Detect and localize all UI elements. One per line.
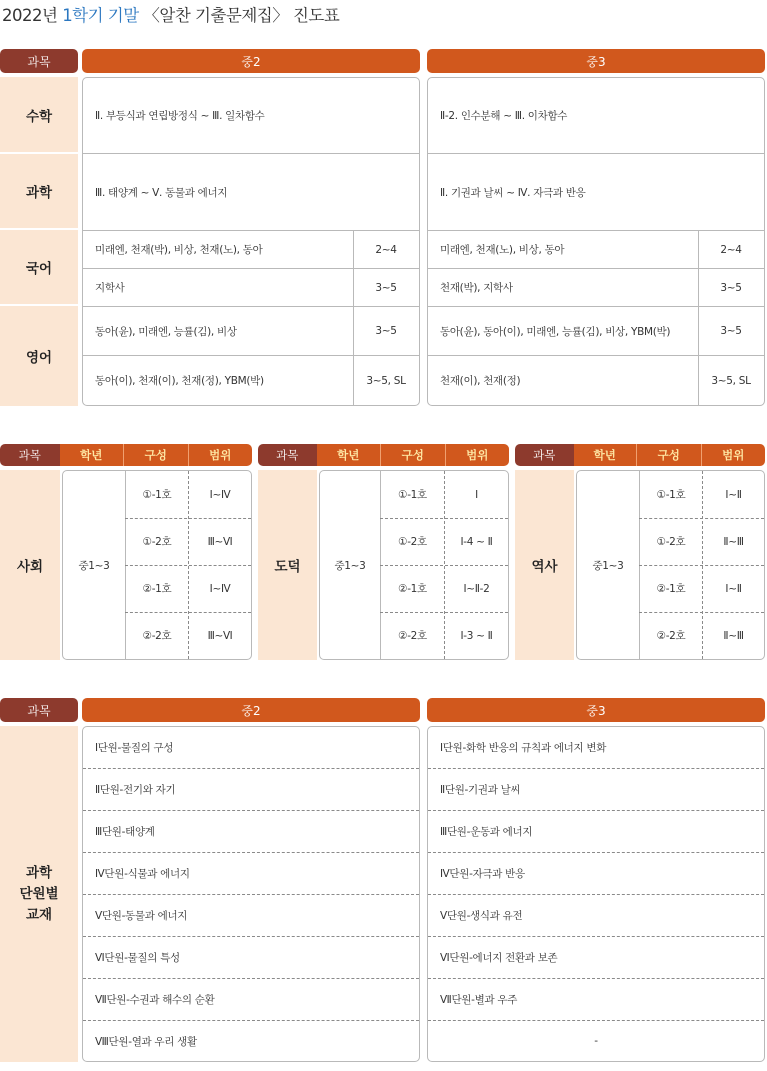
g2-header-grade: 학년 [317,444,380,466]
g3-comp-4: ②-2호 [656,630,686,642]
unit-mid3-5: Ⅴ단원-생식과 유전 [440,910,523,922]
english-mid3-row1: 동아(윤), 동아(이), 미래엔, 능률(김), 비상, YBM(박) [440,325,671,338]
unit-mid2-3: Ⅲ단원-태양계 [95,826,155,838]
g2-header-composition: 구성 [380,444,444,466]
korean-mid2-row2: 지학사 [95,282,125,294]
g1-comp-1: ①-1호 [142,489,172,501]
g1-header-range: 범위 [188,444,252,466]
korean-mid3-row2-range: 3~5 [720,281,742,294]
g3-header-composition: 구성 [636,444,700,466]
unit-mid2-6: Ⅵ단원-물질의 특성 [95,952,180,964]
page-title: 2022년 1학기 기말 〈알찬 기출문제집〉 진도표 [2,6,340,25]
english-mid3-row1-range: 3~5 [720,325,742,337]
unit-mid3-2: Ⅱ단원-기권과 날씨 [440,784,521,796]
g3-header-subject: 과목 [515,444,574,466]
table1-header-subject: 과목 [0,49,78,73]
g1-range-1: Ⅰ~Ⅳ [209,488,231,501]
table1-mid2-box [82,77,420,406]
g1-header-composition: 구성 [123,444,187,466]
table2-group2-box [319,470,509,660]
title-highlight: 1학기 기말 [62,6,139,25]
english-mid2-row1: 동아(윤), 미래엔, 능률(김), 비상 [95,325,237,338]
korean-mid2-row1: 미래엔, 천재(박), 비상, 천재(노), 동아 [95,244,263,256]
g3-range-2: Ⅱ~Ⅲ [723,535,744,548]
g2-header-range: 범위 [445,444,509,466]
math-mid2: Ⅱ. 부등식과 연립방정식 ~ Ⅲ. 일차함수 [95,110,265,122]
korean-mid3-row1: 미래엔, 천재(노), 비상, 동아 [440,244,565,256]
unit-mid3-1: Ⅰ단원-화학 반응의 규칙과 에너지 변화 [440,742,607,754]
g1-header-grade: 학년 [60,444,123,466]
unit-mid2-8: Ⅷ단원-열과 우리 생활 [95,1035,197,1048]
subject-social: 사회 [0,470,60,660]
subject-math: 수학 [0,77,78,152]
subject-ethics: 도덕 [258,470,317,660]
g1-range-3: Ⅰ~Ⅳ [209,582,231,595]
english-mid2-row1-range: 3~5 [375,325,397,337]
english-mid3-row2-range: 3~5, SL [711,374,751,387]
table3-header-mid3: 중3 [427,698,765,722]
unit-mid2-4: Ⅳ단원-식물과 에너지 [95,868,190,880]
g2-grade: 중1~3 [334,559,366,572]
unit-mid3-3: Ⅲ단원-운동과 에너지 [440,826,533,838]
g3-range-1: Ⅰ~Ⅱ [725,488,742,501]
g1-comp-3: ②-1호 [142,583,172,595]
g3-range-3: Ⅰ~Ⅱ [725,582,742,595]
g1-comp-2: ①-2호 [142,536,172,548]
unit-mid3-8: - [594,1035,598,1047]
math-mid3: Ⅱ-2. 인수분해 ~ Ⅲ. 이차함수 [440,110,568,122]
g3-range-4: Ⅱ~Ⅲ [723,629,744,642]
g3-grade: 중1~3 [592,559,624,572]
g1-range-4: Ⅲ~Ⅵ [207,629,233,642]
subject-history: 역사 [515,470,574,660]
table2-group3-box [576,470,765,660]
subject-science-unit-books: 과학 단원별 교재 [0,726,78,1062]
korean-mid3-row2: 천재(박), 지학사 [440,282,513,294]
subject-korean: 국어 [0,230,78,304]
subject-science: 과학 [0,154,78,228]
table3-header-mid2: 중2 [82,698,420,722]
g1-grade: 중1~3 [78,559,110,572]
english-mid2-row2: 동아(이), 천재(이), 천재(정), YBM(박) [95,375,264,387]
unit-mid3-4: Ⅳ단원-자극과 반응 [440,868,525,880]
english-mid3-row2: 천재(이), 천재(정) [440,375,521,387]
english-mid2-row2-range: 3~5, SL [366,374,406,387]
unit-mid3-6: Ⅵ단원-에너지 전환과 보존 [440,952,558,964]
korean-mid2-row1-range: 2~4 [375,243,397,256]
unit-mid3-7: Ⅶ단원-별과 우주 [440,994,518,1006]
g2-range-2: Ⅰ-4 ~ Ⅱ [460,535,493,548]
table2-group2-header [258,444,509,466]
korean-mid2-row2-range: 3~5 [375,281,397,294]
g2-comp-1: ①-1호 [398,489,427,501]
science-mid3: Ⅱ. 기권과 날씨 ~ Ⅳ. 자극과 반응 [440,186,586,199]
table2-group3-header [515,444,765,466]
g3-comp-2: ①-2호 [656,536,686,548]
g3-header-range: 범위 [701,444,765,466]
g2-comp-3: ②-1호 [398,583,427,595]
g2-range-1: Ⅰ [475,488,478,501]
table2-group1-header [0,444,252,466]
g2-comp-4: ②-2호 [398,630,427,642]
table2-group1-box [62,470,252,660]
g3-comp-3: ②-1호 [656,583,686,595]
table3-header-subject: 과목 [0,698,78,722]
korean-mid3-row1-range: 2~4 [720,243,742,256]
g2-header-subject: 과목 [258,444,317,466]
g1-range-2: Ⅲ~Ⅵ [207,535,233,548]
table1-mid3-box [427,77,765,406]
table3-mid2-box [82,726,420,1062]
g2-range-4: Ⅰ-3 ~ Ⅱ [460,629,493,642]
unit-mid2-5: Ⅴ단원-동물과 에너지 [95,910,188,922]
unit-mid2-2: Ⅱ단원-전기와 자기 [95,784,176,796]
g1-header-subject: 과목 [0,444,60,466]
unit-mid2-7: Ⅶ단원-수권과 해수의 순환 [95,994,215,1006]
g3-comp-1: ①-1호 [656,489,686,501]
g2-comp-2: ①-2호 [398,536,427,548]
unit-mid2-1: Ⅰ단원-물질의 구성 [95,742,174,754]
g1-comp-4: ②-2호 [142,630,172,642]
table1-header-mid3: 중3 [427,49,765,73]
g3-header-grade: 학년 [574,444,637,466]
subject-english: 영어 [0,306,78,406]
g2-range-3: Ⅰ~Ⅱ-2 [463,582,490,595]
table1-header-mid2: 중2 [82,49,420,73]
table3-mid3-box [427,726,765,1062]
science-mid2: Ⅲ. 태양계 ~ Ⅴ. 동물과 에너지 [95,186,228,199]
